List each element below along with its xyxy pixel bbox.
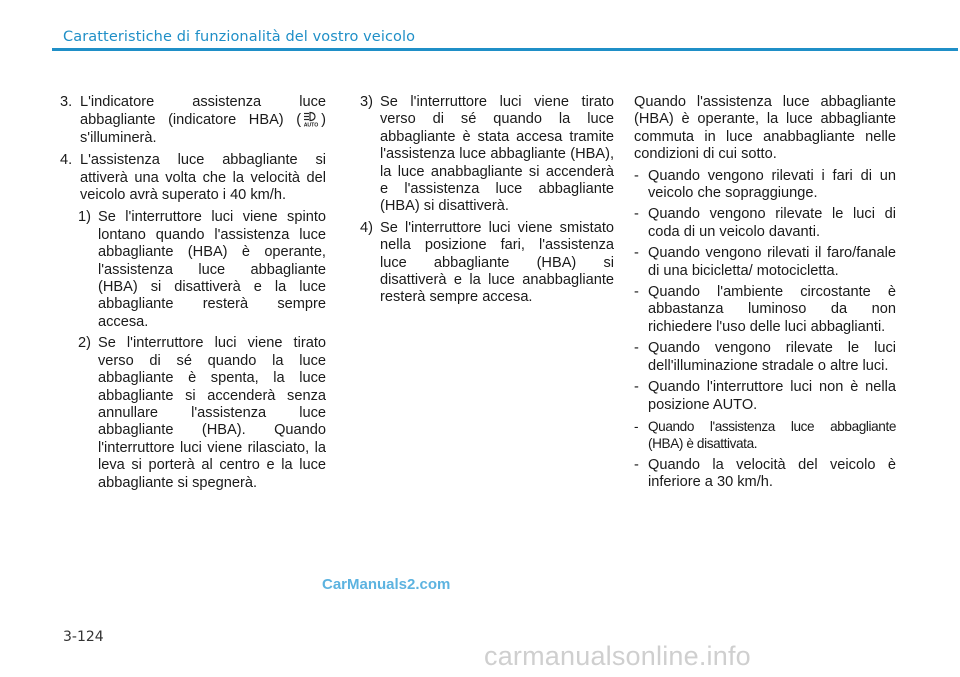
condition-text: Quando vengono rilevate le luci di coda di un veicolo davanti.	[648, 206, 896, 240]
condition-item	[634, 245, 896, 280]
condition-item	[634, 457, 896, 492]
dash-marker: -	[634, 167, 639, 184]
condition-text: Quando l'assistenza luce abbagliante (HBA) è disattivata.	[648, 418, 896, 452]
column-right	[634, 94, 896, 492]
sub-item-4	[360, 220, 614, 307]
dash-marker: -	[634, 418, 639, 434]
hba-auto-icon	[301, 111, 321, 127]
column-middle	[360, 94, 614, 311]
condition-text: Quando vengono rilevati il faro/fanale di una bicicletta/ motocicletta.	[648, 245, 896, 279]
sub-item-text: Se l'interruttore luci viene smistato nella posizione fari, l'assistenza luce abbagliante (HBA) si disattiverà e la luce anabbagliante resterà sempre accesa.	[380, 219, 614, 306]
condition-text: Quando l'interruttore luci non è nella posizione AUTO.	[648, 379, 896, 413]
condition-item	[634, 418, 896, 453]
condition-item	[634, 206, 896, 241]
item-text: L'assistenza luce abbagliante si attiverà una volta che la velocità del veicolo avrà superato i 40 km/h.	[80, 152, 326, 204]
dash-marker: -	[634, 284, 639, 301]
item-text: L'indicatore assistenza luce abbagliante (indicatore HBA) (	[80, 94, 326, 129]
condition-item	[634, 284, 896, 336]
header-rule	[52, 48, 958, 51]
condition-text: Quando vengono rilevate le luci dell'illuminazione stradale o altre luci.	[648, 340, 896, 374]
column-left	[60, 94, 326, 496]
list-item-3	[60, 94, 326, 147]
sub-item-text: Se l'interruttore luci viene tirato verso di sé quando la luce abbagliante è spenta, la luce abbagliante si accenderà senza annullare l'assistenza luce abbagliante (HBA). Quando l'interruttore luci viene rilasciato, la leva si porterà al centro e la luce abbagliante si spegnerà.	[98, 335, 326, 491]
item-text-end: ) s'illuminerà.	[80, 112, 326, 146]
sub-item-text: Se l'interruttore luci viene tirato verso di sé quando la luce abbagliante è stata accesa tramite l'assistenza luce abbagliante (HBA), la luce anabbagliante si accenderà e l'assistenza luce abbagliante (HBA) si disattiverà.	[380, 94, 614, 215]
condition-item	[634, 340, 896, 375]
sub-item-number: 1)	[78, 209, 91, 226]
hba-icon-label: AUTO	[303, 122, 319, 128]
footer-watermark: carmanualsonline.info	[484, 641, 751, 671]
sub-item-text: Se l'interruttore luci viene spinto lontano quando l'assistenza luce abbagliante (HBA) è operante, l'assistenza luce abbagliante (HBA) si disattiverà e la luce abbagliante resterà sempre accesa.	[98, 209, 326, 330]
list-item-4	[60, 152, 326, 204]
dash-marker: -	[634, 245, 639, 262]
dash-marker: -	[634, 456, 639, 473]
page-number: 3-124	[63, 629, 104, 645]
condition-text: Quando l'ambiente circostante è abbastanza luminoso da non richiedere l'uso delle luci abbaglianti.	[648, 284, 896, 335]
condition-item	[634, 379, 896, 414]
item-number: 3.	[60, 94, 73, 110]
dash-marker: -	[634, 206, 639, 223]
sub-item-1	[78, 209, 326, 331]
item-number: 4.	[60, 152, 73, 169]
dash-marker: -	[634, 340, 639, 357]
page-header-title: Caratteristiche di funzionalità del vostro veicolo	[63, 29, 416, 45]
condition-text: Quando vengono rilevati i fari di un veicolo che sopraggiunge.	[648, 167, 896, 202]
dash-marker: -	[634, 379, 639, 396]
watermark-link[interactable]: CarManuals2.com	[322, 576, 451, 593]
condition-item	[634, 168, 896, 203]
intro-paragraph: Quando l'assistenza luce abbagliante (HBA) è operante, la luce abbagliante commuta in luce anabbagliante nelle condizioni di cui sotto.	[634, 94, 896, 163]
sub-item-3	[360, 94, 614, 216]
sub-item-2	[78, 335, 326, 492]
sub-item-number: 3)	[360, 94, 373, 110]
sub-item-number: 4)	[360, 219, 373, 236]
sub-item-number: 2)	[78, 335, 91, 352]
condition-text: Quando la velocità del veicolo è inferiore a 30 km/h.	[648, 456, 896, 491]
